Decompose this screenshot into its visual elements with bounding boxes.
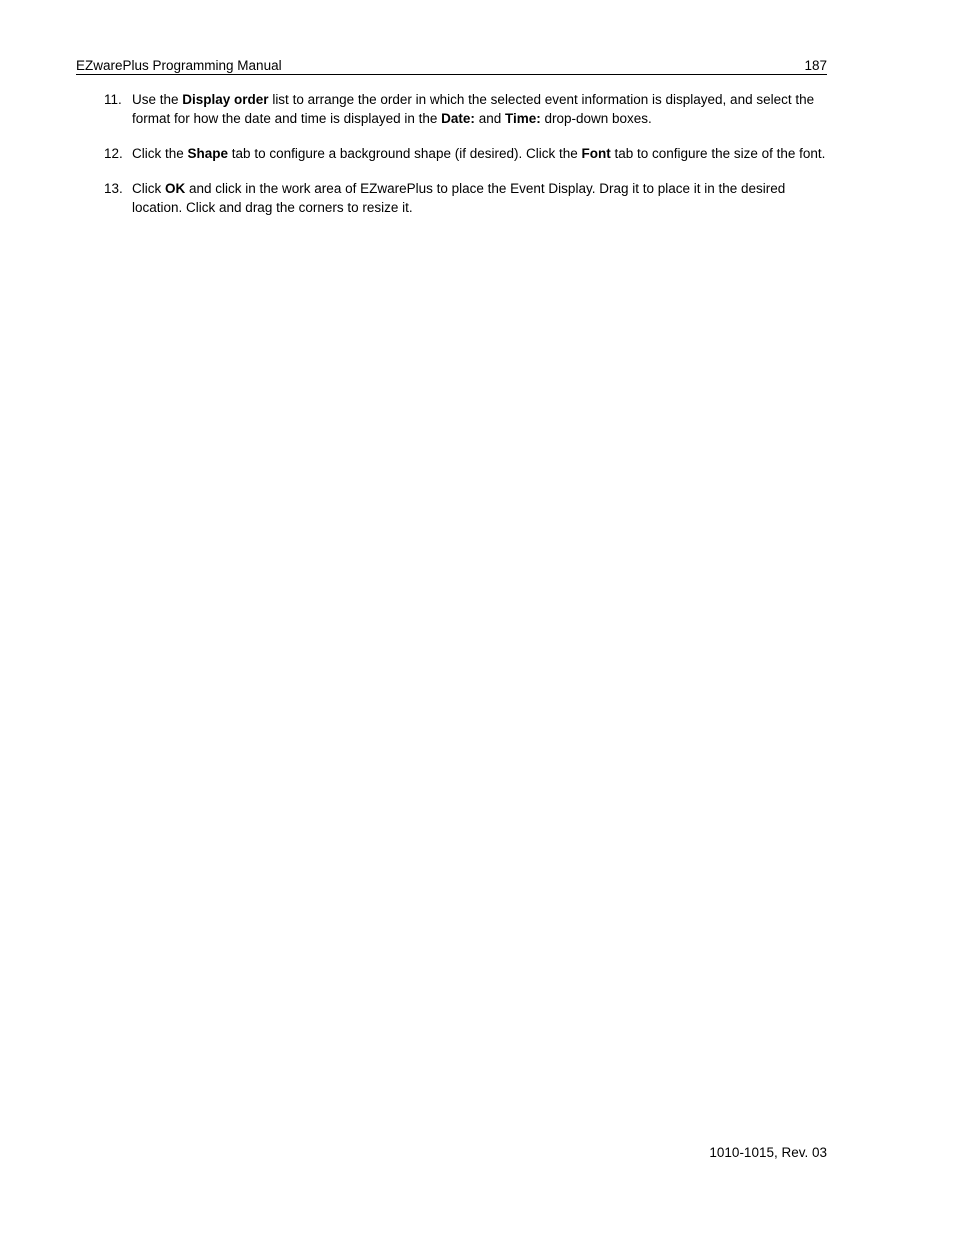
step-text: drop-down boxes. bbox=[540, 111, 652, 126]
step-text: and click in the work area of EZwarePlus to place the Event Display. Drag it to place it in the desired location. Click and drag the corners to resize it. bbox=[132, 181, 786, 215]
page-footer bbox=[709, 1144, 827, 1161]
step-13 bbox=[76, 179, 827, 217]
page-number: 187 bbox=[804, 58, 827, 73]
step-number: 12. bbox=[104, 146, 123, 161]
font-term: Font bbox=[581, 146, 611, 161]
step-text: Use the bbox=[132, 92, 183, 107]
ok-term: OK bbox=[165, 181, 186, 196]
display-order-term: Display order bbox=[182, 92, 269, 107]
step-text: tab to configure the size of the font. bbox=[610, 146, 826, 161]
step-text: tab to configure a background shape (if desired). Click the bbox=[228, 146, 582, 161]
step-12 bbox=[76, 144, 827, 163]
document-revision: 1010-1015, Rev. 03 bbox=[709, 1145, 827, 1160]
step-number: 13. bbox=[104, 181, 123, 196]
step-text: Click bbox=[132, 181, 165, 196]
date-term: Date: bbox=[441, 111, 475, 126]
shape-term: Shape bbox=[187, 146, 229, 161]
step-number: 11. bbox=[104, 92, 122, 107]
manual-title: EZwarePlus Programming Manual bbox=[76, 58, 282, 73]
time-term: Time: bbox=[504, 111, 541, 126]
step-11 bbox=[76, 90, 827, 128]
step-text: list to arrange the order in which the selected event information is displayed, and select the format for how the date and time is displayed in the bbox=[132, 92, 815, 126]
step-text: Click the bbox=[132, 146, 188, 161]
instruction-steps bbox=[76, 90, 827, 233]
step-text: and bbox=[474, 111, 505, 126]
page-header bbox=[76, 57, 827, 75]
